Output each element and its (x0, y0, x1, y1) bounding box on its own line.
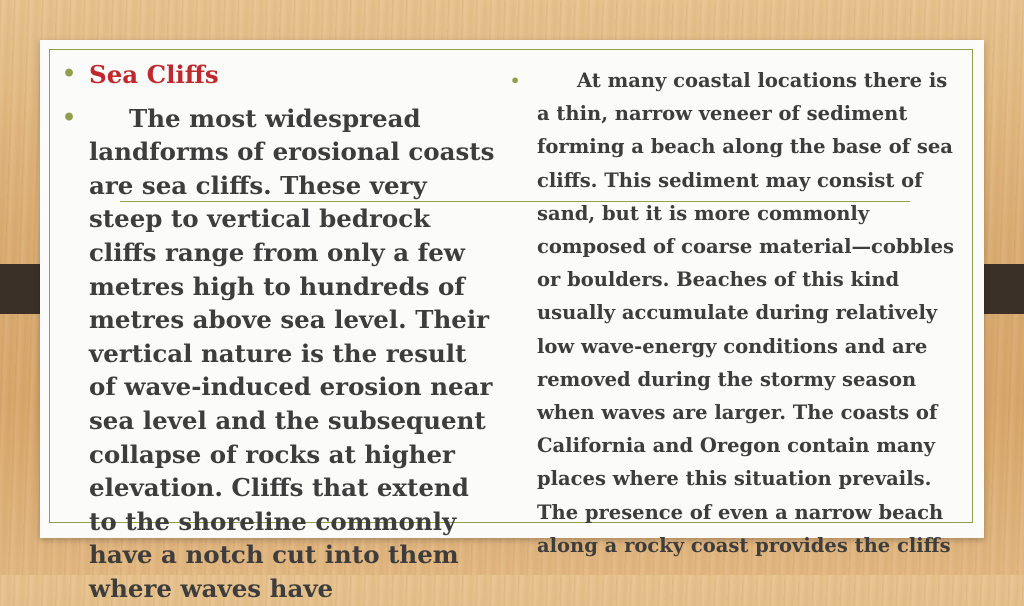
left-column (62, 58, 500, 606)
right-paragraph-item (510, 64, 966, 562)
bullet-icon: • (510, 71, 521, 90)
right-paragraph: At many coastal locations there is a thin, narrow veneer of sediment forming a beach along the base of sea cliffs. This sediment may consist of sand, but it is more commonly composed of coarse material—cobbles or boulders. Beaches of this kind usually accumulate during relatively low wave-energy conditions and are removed during the stormy season when waves are larger. The coasts of California and Oregon contain many places where this situation prevails. The presence of even a narrow beach along a rocky coast provides the cliffs (537, 69, 954, 557)
left-paragraph-item (62, 102, 500, 606)
left-paragraph: The most widespread landforms of erosional coasts are sea cliffs. These very steep to vertical bedrock cliffs range from only a few metres high to hundreds of metres above sea level. Their vertical nature is the result of wave-induced erosion near sea level and the subsequent collapse of rocks at higher elevation. Cliffs that extend to the shoreline commonly have a notch cut into them where waves have (89, 103, 495, 603)
divider-line (120, 201, 910, 202)
heading-item (62, 58, 500, 92)
bullet-icon: • (62, 61, 77, 87)
right-column (510, 64, 966, 562)
bullet-icon: • (62, 104, 77, 131)
slide-heading: Sea Cliffs (89, 60, 219, 89)
